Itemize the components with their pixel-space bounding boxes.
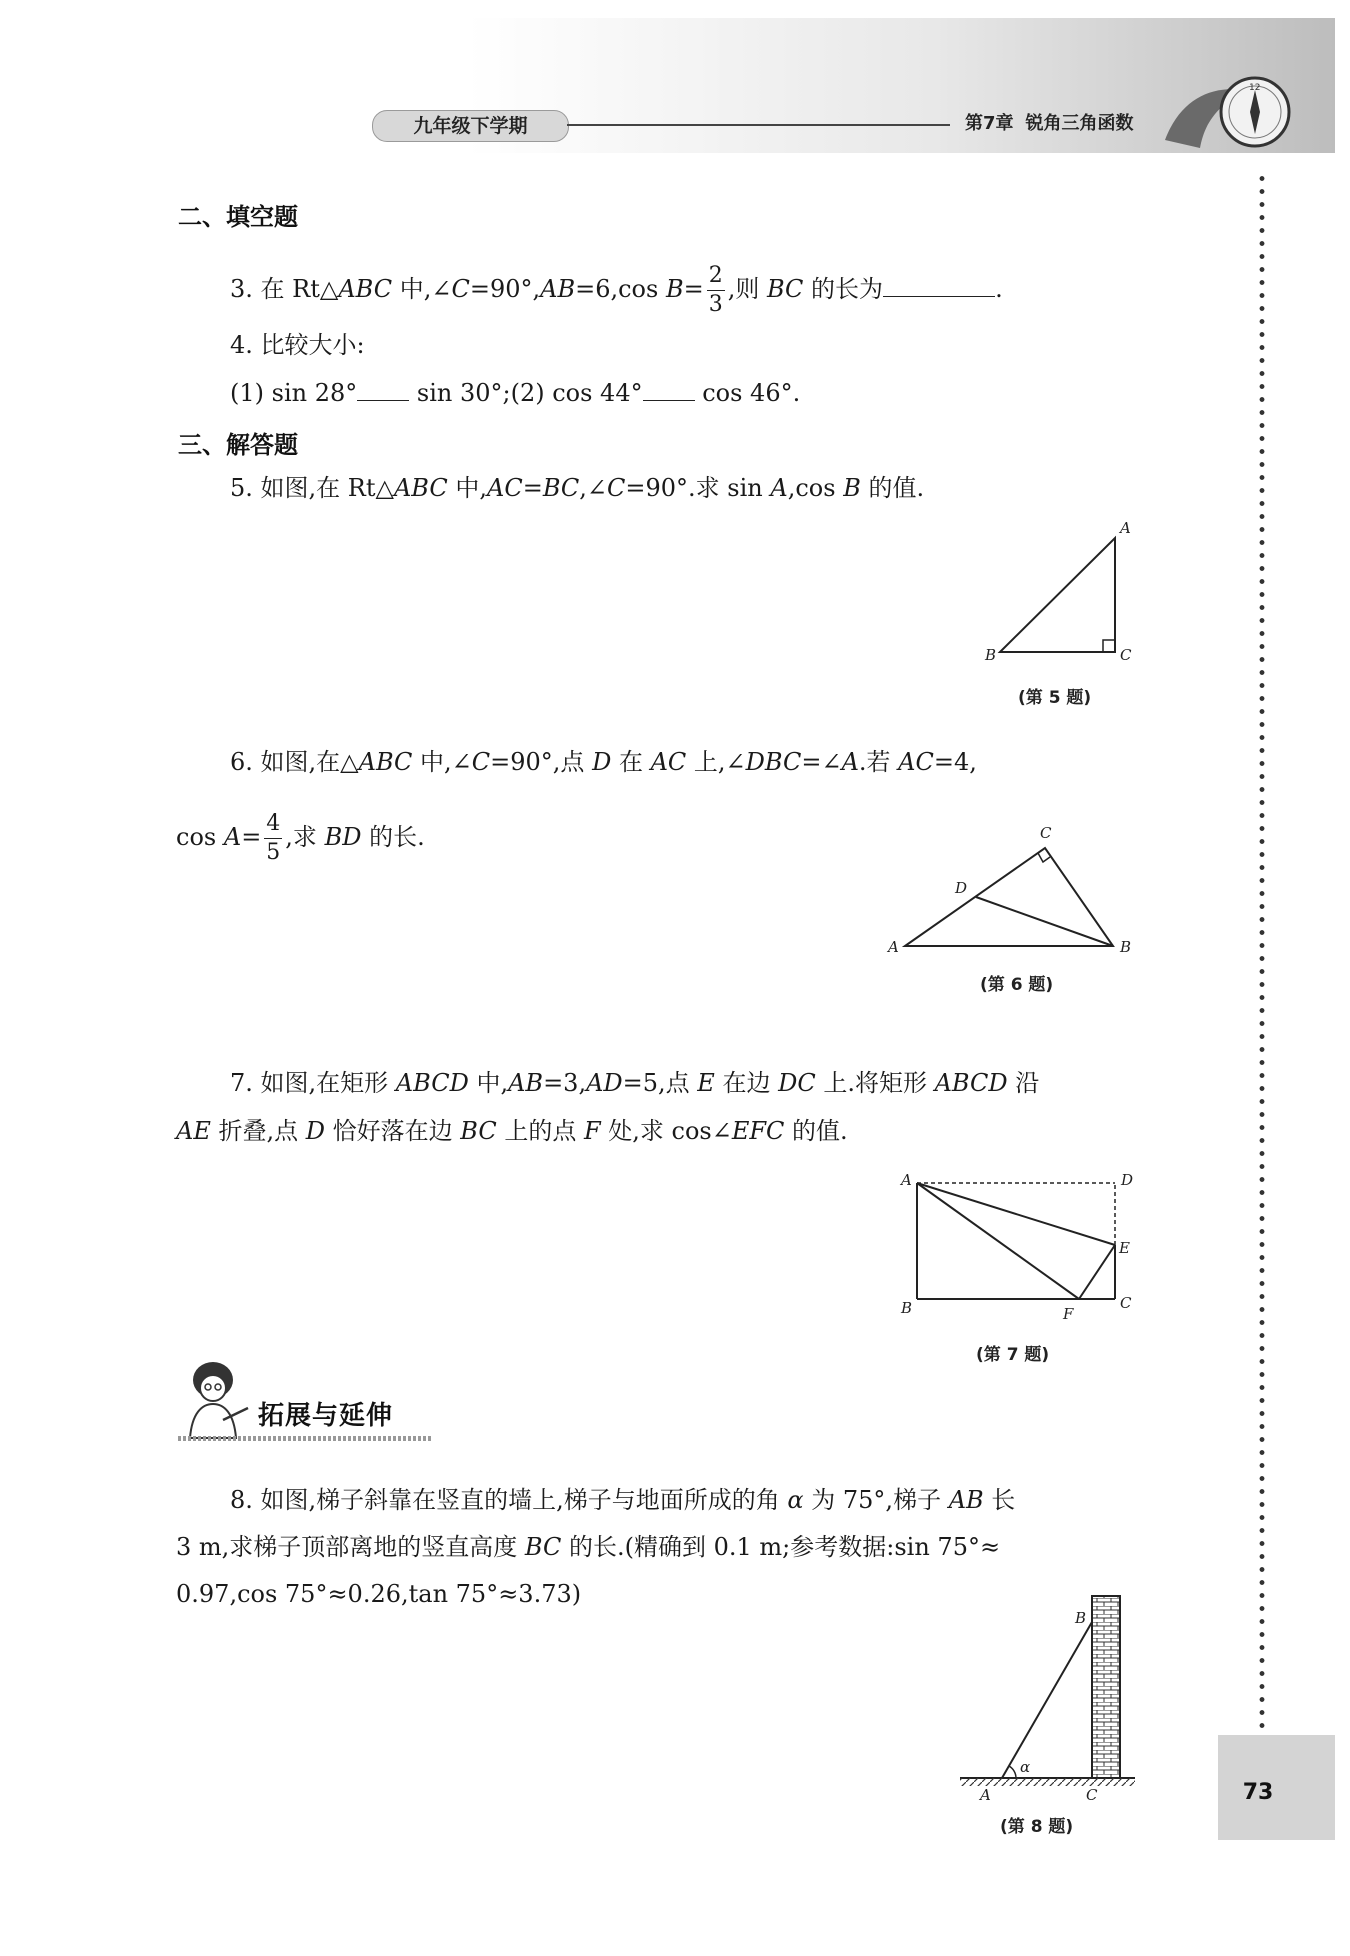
question-4-title: 4. 比较大小: (230, 331, 365, 359)
svg-text:B: B (1075, 1609, 1087, 1627)
section-answer: 三、解答题 (178, 431, 298, 459)
svg-text:E: E (1119, 1239, 1130, 1257)
svg-text:C: C (1120, 1294, 1132, 1312)
svg-text:C: C (1040, 824, 1052, 842)
svg-text:B: B (985, 646, 997, 664)
svg-text:C: C (1120, 646, 1132, 664)
figure-5 (970, 515, 1140, 675)
answer-blank[interactable] (883, 274, 995, 297)
chapter-heading (965, 110, 1134, 138)
fraction-4-5: $\frac{4}{5}$ (266, 811, 281, 865)
teacher-icon (178, 1358, 258, 1443)
question-8-line-1: 8. 如图,梯子斜靠在竖直的墙上,梯子与地面所成的角 α 为 75°,梯子 AB 长 (230, 1486, 1016, 1514)
question-4: (1) sin 28° sin 30°;(2) cos 44° cos 46°. (230, 379, 801, 407)
figure-8 (950, 1590, 1140, 1810)
caption-figure-6: (第 6 题) (980, 975, 1054, 995)
header-rule (567, 124, 950, 126)
answer-blank[interactable] (357, 378, 409, 401)
question-3: 3. 在 Rt△ABC 中,∠C=90°,AB=6,cos B= $\frac{2}{3}$ ,则 BC 的长为 . (230, 263, 1003, 317)
answer-blank[interactable] (643, 378, 695, 401)
grade-label: 九年级下学期 (372, 110, 569, 142)
figure-6 (880, 820, 1140, 965)
svg-text:A: A (901, 1171, 912, 1189)
question-7-line-1: 7. 如图,在矩形 ABCD 中,AB=3,AD=5,点 E 在边 DC 上.将矩形 ABCD 沿 (230, 1069, 1040, 1097)
chapter-title: 锐角三角函数 (1025, 113, 1134, 134)
caption-figure-5: (第 5 题) (1018, 688, 1092, 708)
page-number: 73 (1242, 1780, 1274, 1805)
svg-text:A: A (980, 1786, 991, 1804)
question-5: 5. 如图,在 Rt△ABC 中,AC=BC,∠C=90°.求 sin A,cos B 的值. (230, 474, 925, 502)
banner-rule (178, 1436, 433, 1441)
caption-figure-8: (第 8 题) (1000, 1817, 1074, 1837)
svg-text:D: D (955, 879, 968, 897)
caption-figure-7: (第 7 题) (976, 1345, 1050, 1365)
svg-text:B: B (901, 1299, 913, 1317)
question-6-line-1: 6. 如图,在△ABC 中,∠C=90°,点 D 在 AC 上,∠DBC=∠A.若 AC=4, (230, 748, 977, 776)
question-8-line-3: 0.97,cos 75°≈0.26,tan 75°≈3.73) (176, 1580, 582, 1608)
svg-text:A: A (888, 938, 899, 956)
svg-text:F: F (1063, 1305, 1074, 1323)
figure-7 (895, 1165, 1145, 1325)
fraction-2-3: $\frac{2}{3}$ (708, 263, 723, 317)
svg-text:α: α (1020, 1758, 1031, 1776)
section-extension: 拓展与延伸 (258, 1401, 394, 1431)
header-band (0, 18, 1335, 153)
svg-text:C: C (1086, 1786, 1098, 1804)
question-8-line-2: 3 m,求梯子顶部离地的竖直高度 BC 的长.(精确到 0.1 m;参考数据:sin 75°≈ (176, 1533, 1001, 1561)
svg-text:D: D (1121, 1171, 1134, 1189)
svg-text:A: A (1120, 519, 1131, 537)
dotted-margin-line (1258, 172, 1266, 1752)
section-fill-in: 二、填空题 (178, 203, 298, 231)
svg-text:12: 12 (1249, 83, 1261, 93)
question-7-line-2: AE 折叠,点 D 恰好落在边 BC 上的点 F 处,求 cos∠EFC 的值. (176, 1117, 848, 1145)
question-6-line-2: cos A= $\frac{4}{5}$ ,求 BD 的长. (176, 811, 425, 865)
compass-icon (1160, 60, 1300, 155)
chapter-number: 第7章 (965, 113, 1014, 134)
svg-text:B: B (1120, 938, 1132, 956)
